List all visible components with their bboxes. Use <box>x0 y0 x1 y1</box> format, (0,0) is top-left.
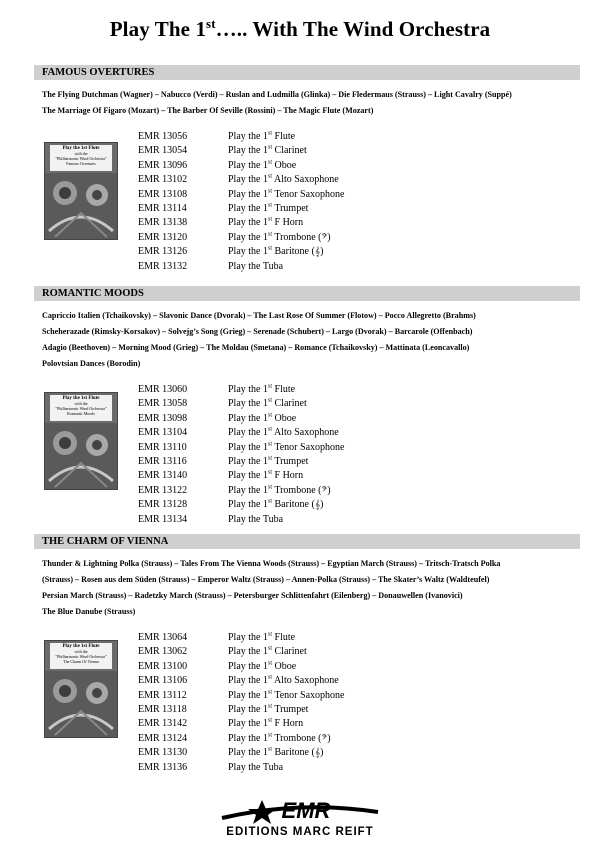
emr-logo <box>0 794 600 840</box>
product-title: Play the 1st Tenor Saxophone <box>228 689 345 701</box>
product-code: EMR 13110 <box>138 441 187 453</box>
product-code: EMR 13128 <box>138 499 188 511</box>
product-code: EMR 13054 <box>138 145 188 157</box>
product-code: EMR 13126 <box>138 246 188 258</box>
list-item <box>138 469 344 483</box>
product-title: Play the 1st F Horn <box>228 217 304 229</box>
list-item <box>138 703 344 717</box>
clef-icon: 𝄞 <box>314 748 321 759</box>
product-code: EMR 13058 <box>138 398 188 410</box>
product-code: EMR 13064 <box>138 632 188 643</box>
product-title: Play the 1st Alto Saxophone <box>228 426 339 439</box>
product-code: EMR 13114 <box>138 202 187 214</box>
product-title: Play the 1st Baritone (𝄞) <box>228 245 324 258</box>
product-code: EMR 13108 <box>138 188 188 200</box>
list-item <box>138 383 344 397</box>
clef-icon: 𝄢 <box>321 485 328 496</box>
list-item <box>138 761 344 775</box>
list-item <box>138 159 344 173</box>
list-item <box>138 202 344 216</box>
product-title: Play the 1st Tenor Saxophone <box>228 441 345 453</box>
section-description: The Flying Dutchman (Wagner) – Nabucco (Verdi) – Ruslan and Ludmilla (Glinka) – Die Fledermaus (Strauss) – Light Cavalry (Suppé) The Marriage Of Figaro (Mozart) – The Barber Of Seville (Rossini) – The Magic Flute (Mozart) <box>42 90 512 115</box>
product-title: Play the 1st Flute <box>228 631 296 643</box>
list-item <box>138 144 344 158</box>
list-item <box>138 426 344 440</box>
product-title: Play the Tuba <box>228 260 284 272</box>
product-title: Play the 1st Alto Saxophone <box>228 173 339 186</box>
product-code: EMR 13062 <box>138 646 188 658</box>
product-title: Play the 1st Clarinet <box>228 145 307 157</box>
list-item <box>138 412 344 426</box>
section-description: Capriccio Italien (Tchaikovsky) – Slavonic Dance (Dvorak) – The Last Rose Of Summer (Flotow) – Pocco Allegretto (Brahms) Scheherazade (Rimsky-Korsakov) – Solvejg’s Song (Grieg) – Serenade (Schubert) – Largo (Dvorak) – Barcarole (Offenbach) Adagio (Beethoven) – Morning Mood (Grieg) – The Moldau (Smetana) – Romance (Tchaikovsky) – Mattinata (Leoncavallo) Polovtsian Dances (Borodin) <box>42 311 476 368</box>
product-title: Play the Tuba <box>228 761 284 773</box>
product-title: Play the 1st Trumpet <box>228 703 309 715</box>
list-item <box>138 441 344 455</box>
product-code: EMR 13102 <box>138 174 188 186</box>
list-item <box>138 513 344 527</box>
cover-image: Play the 1st Flute with the "Philharmonic Wind Orchestra" The Charm Of Vienna <box>44 640 118 738</box>
clef-icon: 𝄞 <box>314 500 321 511</box>
section-famous-overtures <box>34 65 580 290</box>
product-code: EMR 13056 <box>138 131 188 142</box>
list-item <box>138 260 344 274</box>
product-code: EMR 13122 <box>138 484 188 496</box>
product-code: EMR 13112 <box>138 689 187 701</box>
product-title: Play the 1st F Horn <box>228 470 304 482</box>
product-code: EMR 13100 <box>138 660 188 672</box>
product-code: EMR 13140 <box>138 470 188 482</box>
product-title: Play the 1st Oboe <box>228 159 297 171</box>
list-item <box>138 130 344 144</box>
product-title: Play the 1st Baritone (𝄞) <box>228 498 324 511</box>
product-title: Play the 1st Baritone (𝄞) <box>228 746 324 759</box>
list-item <box>138 689 344 703</box>
product-code: EMR 13130 <box>138 747 188 759</box>
list-item <box>138 498 344 512</box>
product-title: Play the 1st Trombone (𝄢) <box>228 231 331 243</box>
product-list <box>138 631 344 775</box>
section-heading: THE CHARM OF VIENNA <box>34 534 580 549</box>
list-item <box>138 674 344 688</box>
product-code: EMR 13096 <box>138 159 188 171</box>
emr-star-logo-icon <box>0 794 600 840</box>
product-title: Play the 1st Alto Saxophone <box>228 674 339 687</box>
list-item <box>138 660 344 674</box>
instruments-artwork-icon <box>45 671 117 737</box>
product-code: EMR 13060 <box>138 384 188 395</box>
product-code: EMR 13098 <box>138 412 188 424</box>
list-item <box>138 732 344 746</box>
list-item <box>138 245 344 259</box>
list-item <box>138 397 344 411</box>
cover-image: Play the 1st Flute with the "Philharmonic Wind Orchestra" Famous Overtures <box>44 142 118 240</box>
section-heading: ROMANTIC MOODS <box>34 286 580 301</box>
product-title: Play the 1st Oboe <box>228 412 297 424</box>
product-code: EMR 13134 <box>138 513 188 525</box>
product-title: Play the 1st F Horn <box>228 718 304 730</box>
clef-icon: 𝄢 <box>321 733 328 744</box>
list-item <box>138 188 344 202</box>
product-title: Play the 1st Trombone (𝄢) <box>228 732 331 744</box>
product-list <box>138 130 344 274</box>
product-title: Play the 1st Trombone (𝄢) <box>228 484 331 496</box>
product-code: EMR 13138 <box>138 217 188 229</box>
product-code: EMR 13142 <box>138 718 188 730</box>
clef-icon: 𝄞 <box>314 247 321 258</box>
list-item <box>138 231 344 245</box>
instruments-artwork-icon <box>45 423 117 489</box>
product-title: Play the 1st Flute <box>228 383 296 395</box>
product-code: EMR 13132 <box>138 260 188 272</box>
product-title: Play the 1st Trumpet <box>228 202 309 214</box>
product-title: Play the 1st Clarinet <box>228 398 307 410</box>
list-item <box>138 631 344 645</box>
list-item <box>138 645 344 659</box>
cover-image: Play the 1st Flute with the "Philharmonic Wind Orchestra" Romantic Moods <box>44 392 118 490</box>
clef-icon: 𝄢 <box>321 232 328 243</box>
product-title: Play the 1st Tenor Saxophone <box>228 188 345 200</box>
product-title: Play the 1st Oboe <box>228 660 297 672</box>
list-item <box>138 717 344 731</box>
list-item <box>138 216 344 230</box>
instruments-artwork-icon <box>45 173 117 239</box>
product-code: EMR 13106 <box>138 675 188 687</box>
list-item <box>138 484 344 498</box>
product-title: Play the 1st Flute <box>228 130 296 142</box>
product-title: Play the Tuba <box>228 513 284 525</box>
page-title: Play The 1st….. With The Wind Orchestra <box>109 16 491 41</box>
product-title: Play the 1st Clarinet <box>228 646 307 658</box>
section-description: Thunder & Lightning Polka (Strauss) – Tales From The Vienna Woods (Strauss) – Egyptian March (Strauss) – Tritsch-Tratsch Polka (Strauss) – Rosen aus dem Süden (Strauss) – Emperor Waltz (Strauss) – Annen-Polka (Strauss) – The Skater’s Waltz (Waldteufel) Persian March (Strauss) – Radetzky March (Strauss) – Petersburger Schlittenfahrt (Eilenberg) – Donauwellen (Ivanovici) The Blue Danube (Strauss) <box>42 559 501 616</box>
section-heading: FAMOUS OVERTURES <box>34 65 580 80</box>
svg-text:EMR: EMR <box>281 798 331 823</box>
list-item <box>138 746 344 760</box>
section-charm-of-vienna <box>34 534 580 791</box>
product-code: EMR 13120 <box>138 231 188 243</box>
product-code: EMR 13116 <box>138 455 187 467</box>
list-item <box>138 173 344 187</box>
product-title: Play the 1st Trumpet <box>228 455 309 467</box>
product-code: EMR 13136 <box>138 761 188 773</box>
product-code: EMR 13104 <box>138 427 188 439</box>
list-item <box>138 455 344 469</box>
product-code: EMR 13118 <box>138 703 187 715</box>
product-list <box>138 383 344 527</box>
product-code: EMR 13124 <box>138 732 188 744</box>
section-romantic-moods <box>34 286 580 543</box>
svg-text:EDITIONS MARC REIFT: EDITIONS MARC REIFT <box>226 826 374 838</box>
